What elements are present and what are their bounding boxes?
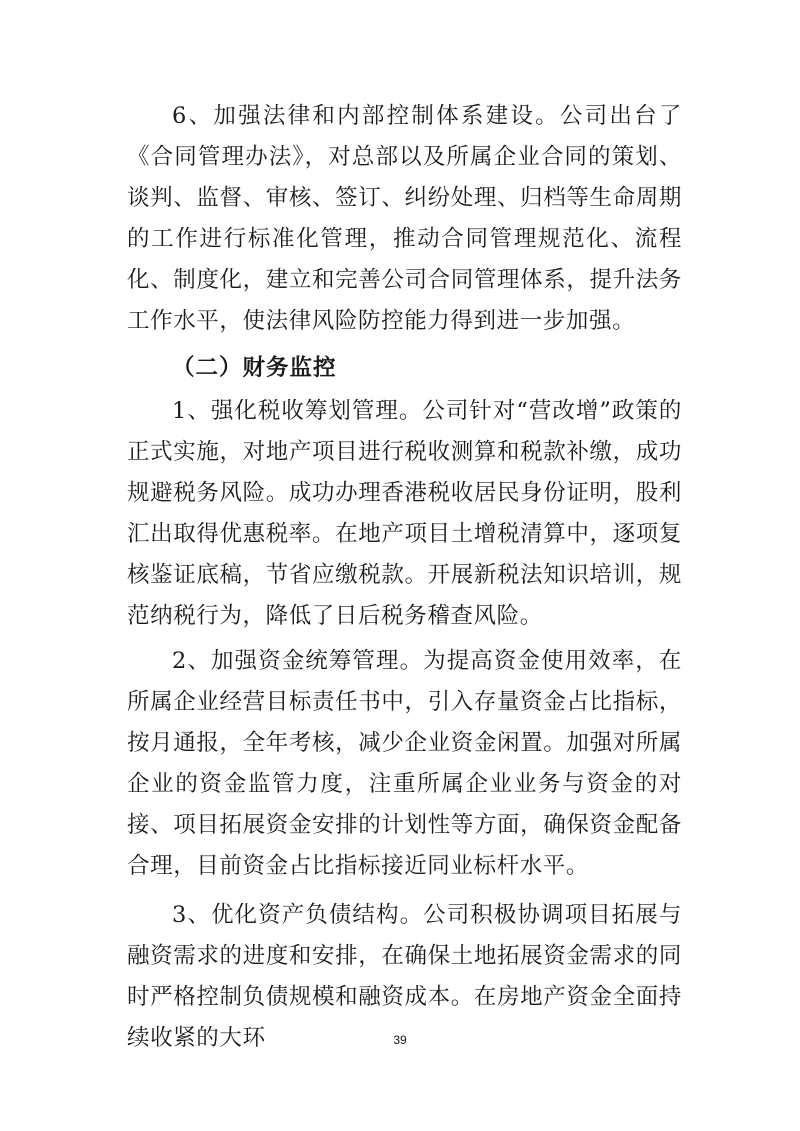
- paragraph-asset-liability: 3、优化资产负债结构。公司积极协调项目拓展与融资需求的进度和安排，在确保土地拓展资金需求的同时严格控制负债规模和融资成本。在房地产资金全面持续收紧的大环: [127, 902, 682, 1051]
- page-number: 39: [393, 1033, 407, 1047]
- paragraph-legal-controls: 6、加强法律和内部控制体系建设。公司出台了《合同管理办法》，对总部以及所属企业合同的策划、谈判、监督、审核、签订、纠纷处理、归档等生命周期的工作进行标准化管理，推动合同管理规范化、流程化、制度化，建立和完善公司合同管理体系，提升法务工作水平，使法律风险防控能力得到进一步加强。: [127, 103, 682, 334]
- section-heading-finance: （二）财务监控: [172, 355, 337, 381]
- paragraph-tax-planning: 1、强化税收筹划管理。公司针对“营改增”政策的正式实施，对地产项目进行税收测算和税款补缴，成功规避税务风险。成功办理香港税收居民身份证明，股利汇出取得优惠税率。在地产项目土增税清算中，逐项复核鉴证底稿，节省应缴税款。开展新税法知识培训，规范纳税行为，降低了日后税务稽查风险。: [127, 398, 682, 629]
- paragraph-fund-management: 2、加强资金统筹管理。为提高资金使用效率，在所属企业经营目标责任书中，引入存量资金占比指标，按月通报，全年考核，减少企业资金闲置。加强对所属企业的资金监管力度，注重所属企业业务与资金的对接、项目拓展资金安排的计划性等方面，确保资金配备合理，目前资金占比指标接近同业标杆水平。: [127, 648, 682, 879]
